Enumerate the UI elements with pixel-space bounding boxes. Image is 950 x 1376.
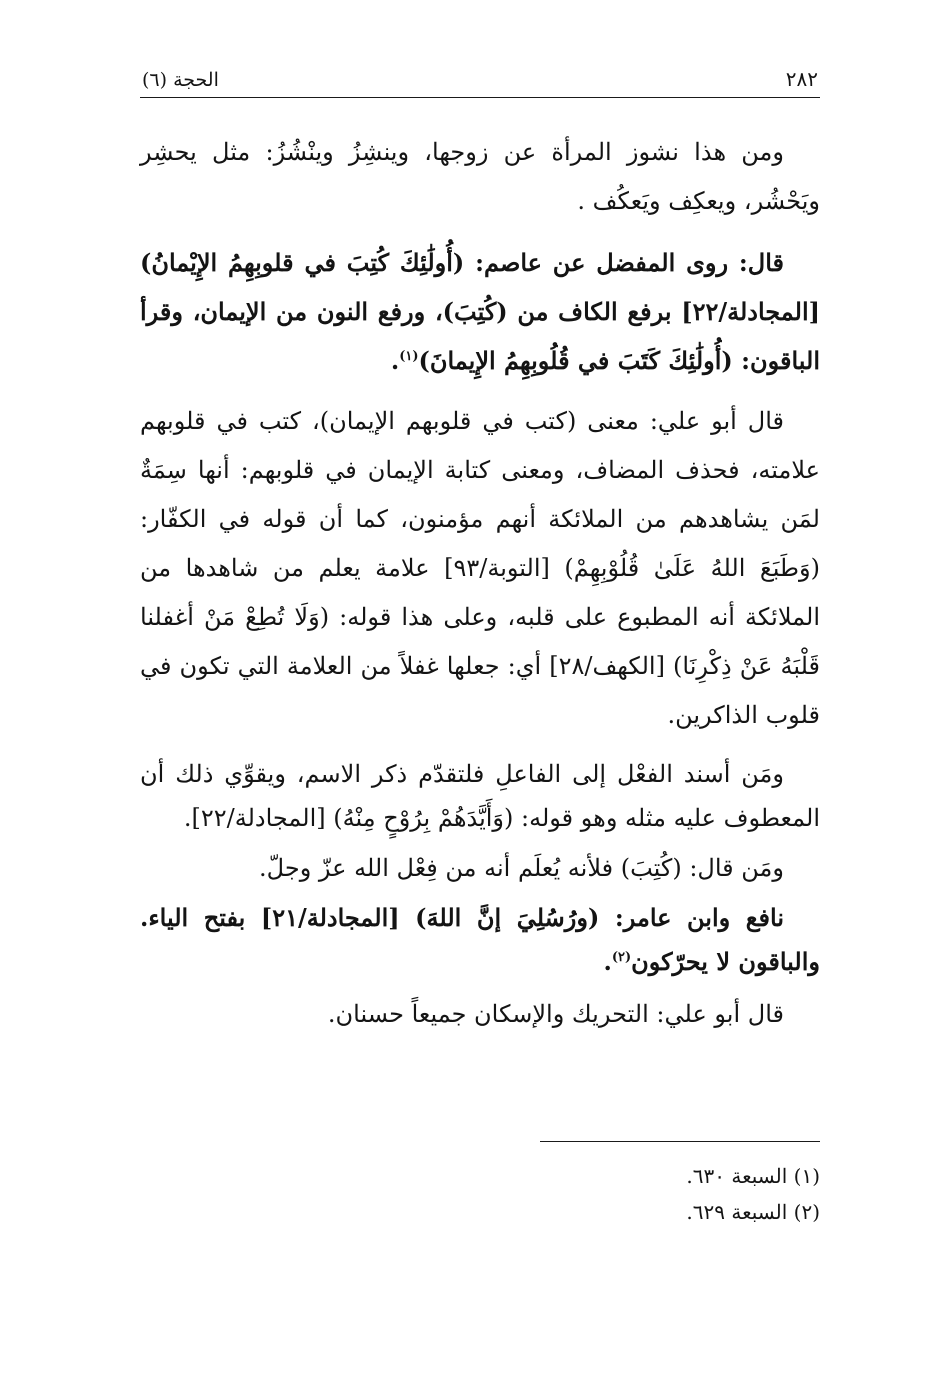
paragraph-2: قال: روى المفضل عن عاصم: (أُولَٰئِكَ كُتِبَ في قلوبِهِمُ الإِيْمانُ) [المجادلة/٢٢] برفع الكاف من (كُتِبَ)، ورفع النون من الإيمان، وقرأ الباقون: (أُولَٰئِكَ كَتَبَ في قُلُوبِهِمُ الإِيمانَ)$^{(١)}$. — [140, 248, 820, 375]
paragraph-7 — [140, 990, 820, 1039]
footnote-marker-1: (١) — [399, 349, 419, 364]
paragraph-4 — [140, 752, 820, 840]
footnote-1: (١) السبعة ٦٣٠. — [686, 1164, 820, 1188]
paragraph-1 — [140, 128, 820, 226]
paragraph-1-text: ومن هذا نشوز المرأة عن زوجها، وينشِزُ وينْشُزُ: مثل يحشِر ويَحْشُر، ويعكِف ويَعكُف . — [140, 138, 820, 215]
paragraph-2-text: قال: روى المفضل عن عاصم: (أُولَٰئِكَ كُتِبَ في قلوبِهِمُ الإِيْمانُ) [المجادلة/٢٢] برفع الكاف من (كُتِبَ)، ورفع النون من الإيمان، وقرأ الباقون: (أُولَٰئِكَ كَتَبَ في قُلُوبِهِمُ الإِيمانَ) — [140, 248, 820, 375]
paragraph-5 — [140, 846, 820, 890]
footnote-separator — [540, 1141, 820, 1142]
page-header — [140, 58, 820, 98]
running-title: الحجة (٦) — [142, 69, 219, 91]
paragraph-3-text: قال أبو علي: معنى (كتب في قلوبهم الإيمان)، كتب في قلوبهم علامته، فحذف المضاف، ومعنى كتابة الإيمان في قلوبهم: أنها سِمَةٌ لمَن يشاهدهم من الملائكة أنهم مؤمنون، كما أن قوله في الكفّار: (وَطَبَعَ اللهُ عَلَىٰ قُلُوْبِهِمْ) [التوبة/٩٣] علامة يعلم من شاهدها من الملائكة أنه المطبوع على قلبه، وعلى هذا قوله: (وَلَا تُطِعْ مَنْ أغفلنا قَلْبَهُ عَنْ ذِكْرِنَا) [الكهف/٢٨] أي: جعلها غفلاً من العلامة التي تكون في قلوب الذاكرين. — [140, 407, 820, 729]
page-body — [140, 128, 820, 1039]
paragraph-6-text: نافع وابن عامر: (ورُسُلِيَ إنَّ اللهَ) [المجادلة/٢١] بفتح الياء. والباقون لا يحرّكون — [140, 903, 820, 976]
page-number: ٢٨٢ — [785, 67, 818, 91]
paragraph-5-text: ومَن قال: (كُتِبَ) فلأنه يُعلَم أنه من فِعْل الله عزّ وجلّ. — [259, 854, 784, 882]
paragraph-3 — [140, 397, 820, 740]
footnotes — [140, 1158, 820, 1230]
book-page — [140, 58, 820, 1224]
paragraph-7-text: قال أبو علي: التحريك والإسكان جميعاً حسنان. — [327, 1000, 784, 1028]
paragraph-4-text: ومَن أسند الفعْل إلى الفاعلِ فلتقدّم ذكر الاسم، ويقوِّي ذلك أن المعطوف عليه مثله وهو قوله: (وَأَيَّدَهُمْ بِرُوْحٍ مِنْهُ) [المجادلة/٢٢]. — [140, 760, 820, 832]
footnote-marker-2: (٢) — [611, 950, 632, 965]
paragraph-6: نافع وابن عامر: (ورُسُلِيَ إنَّ اللهَ) [المجادلة/٢١] بفتح الياء. والباقون لا يحرّكون$^{(٢)}$. — [140, 903, 820, 976]
footnote-2: (٢) السبعة ٦٢٩. — [686, 1200, 820, 1224]
